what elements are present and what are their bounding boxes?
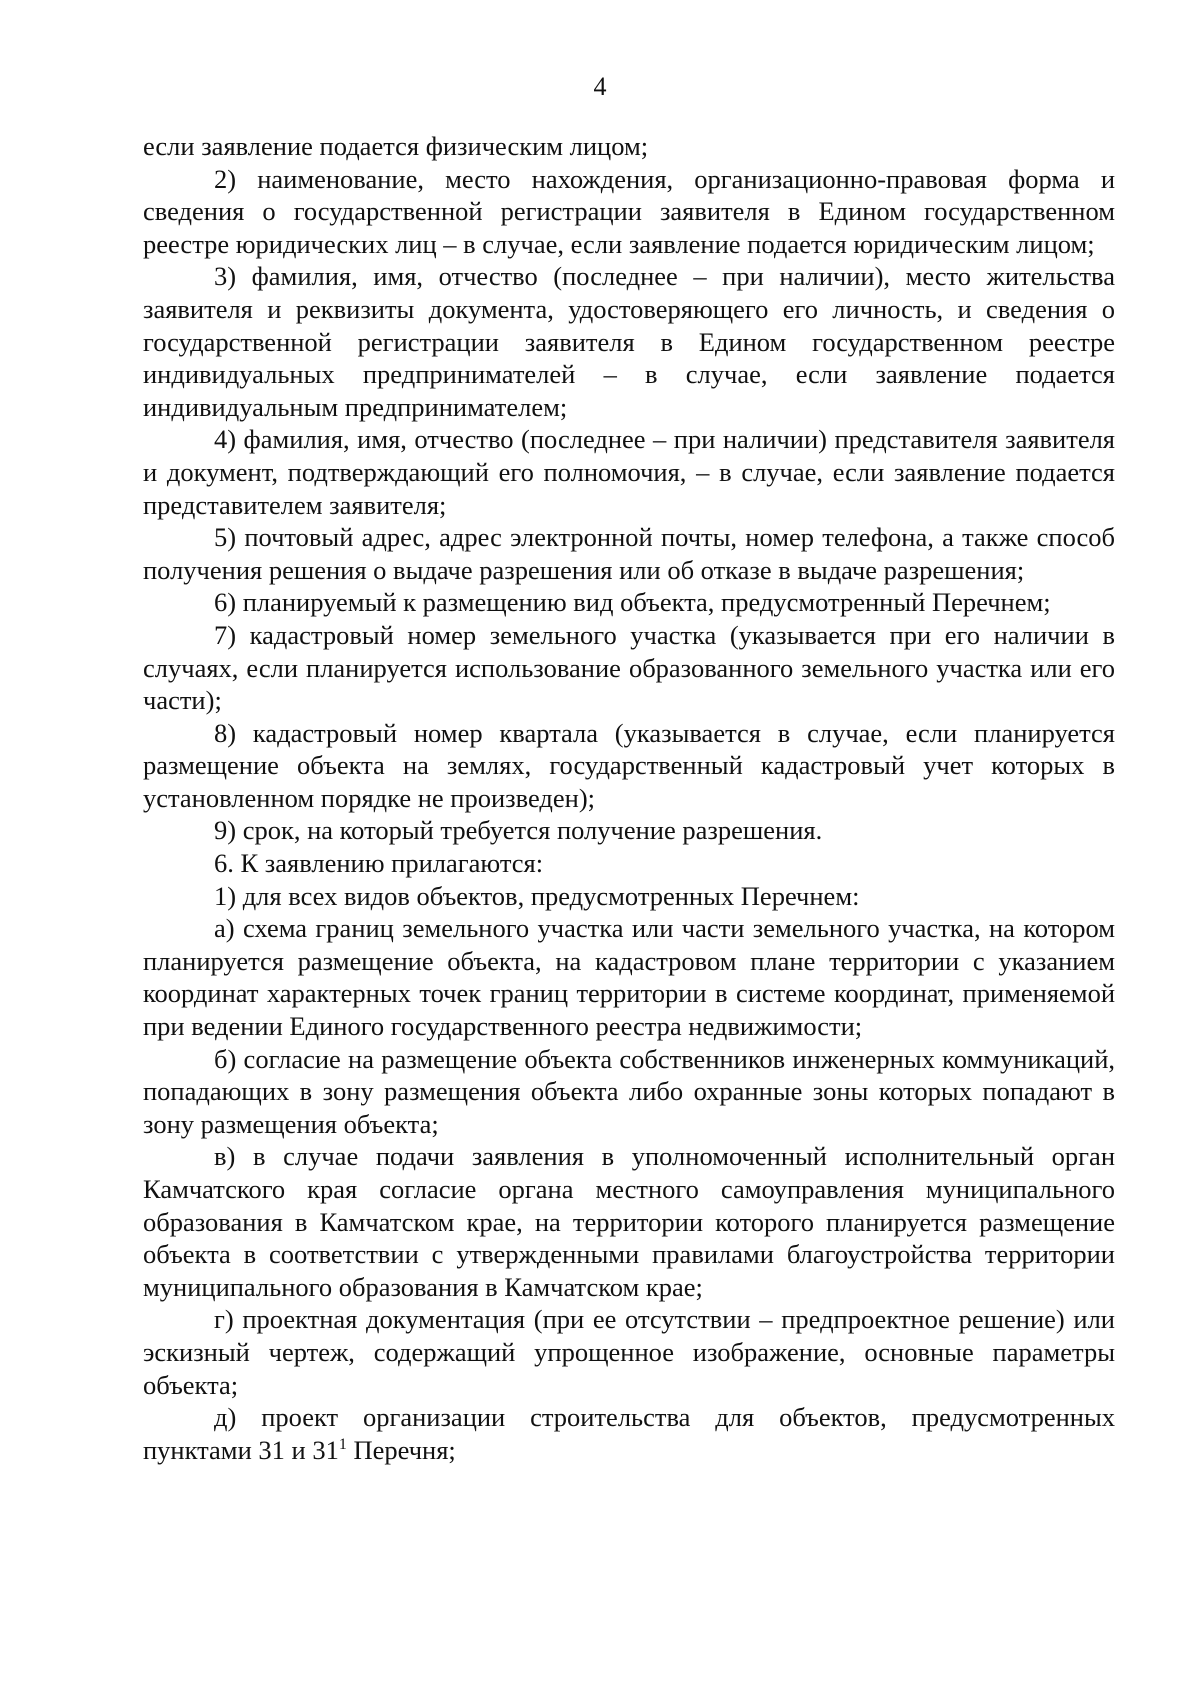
paragraph: 4) фамилия, имя, отчество (последнее – при наличии) представителя заявителя и документ, подтверждающий его полномочия, – в случае, если заявление подается представителем заявителя; (143, 424, 1115, 520)
paragraph: 7) кадастровый номер земельного участка (указывается при его наличии в случаях, если планируется использование образованного земельного участка или его части); (143, 619, 1115, 716)
paragraph: 6. К заявлению прилагаются: (214, 848, 544, 879)
page-number: 4 (593, 72, 607, 101)
paragraph-text-end: Перечня; (346, 1434, 456, 1465)
paragraph: а) схема границ земельного участка или части земельного участка, на котором планируется размещение объекта, на кадастровом плане территории с указанием координат характерных точек границ территории в системе координат, применяемой при ведении Единого государственного реестра недвижимости; (143, 913, 1115, 1042)
paragraph: 6) планируемый к размещению вид объекта, предусмотренный Перечнем; (214, 587, 1051, 618)
paragraph: 8) кадастровый номер квартала (указывается в случае, если планируется размещение объекта на землях, государственный кадастровый учет которых в установленном порядке не произведен); (143, 717, 1115, 813)
paragraph: 5) почтовый адрес, адрес электронной почты, номер телефона, а также способ получения решения о выдаче разрешения или об отказе в выдаче разрешения; (143, 522, 1115, 585)
paragraph: 2) наименование, место нахождения, организационно-правовая форма и сведения о государственной регистрации заявителя в Едином государственном реестре юридических лиц – в случае, если заявление подается юридическим лицом; (143, 163, 1115, 259)
paragraph: в) в случае подачи заявления в уполномоченный исполнительный орган Камчатского края согласие органа местного самоуправления муниципального образования в Камчатском крае, на территории которого планируется размещение объекта в соответствии с утвержденными правилами благоустройства территории муниципального образования в Камчатском крае; (143, 1141, 1115, 1302)
paragraph-text: д) проект организации строительства для объектов, предусмотренных пунктами 31 и 31 (143, 1402, 1115, 1465)
superscript: 1 (338, 1435, 347, 1453)
paragraph: 1) для всех видов объектов, предусмотренных Перечнем: (214, 880, 860, 911)
paragraph: 3) фамилия, имя, отчество (последнее – при наличии), место жительства заявителя и реквизиты документа, удостоверяющего его личность, и сведения о государственной регистрации заявителя в Едином государственном реестре индивидуальных предпринимателей – в случае, если заявление подается индивидуальным предпринимателем; (143, 261, 1115, 422)
paragraph-with-superscript (143, 1401, 1115, 1466)
paragraph: г) проектная документация (при ее отсутствии – предпроектное решение) или эскизный чертеж, содержащий упрощенное изображение, основные параметры объекта; (143, 1304, 1115, 1400)
paragraph: если заявление подается физическим лицом; (143, 131, 649, 161)
document-body (143, 130, 1115, 1466)
paragraph: 9) срок, на который требуется получение разрешения. (214, 815, 823, 846)
paragraph: б) согласие на размещение объекта собственников инженерных коммуникаций, попадающих в зону размещения объекта либо охранные зоны которых попадают в зону размещения объекта; (143, 1043, 1115, 1139)
